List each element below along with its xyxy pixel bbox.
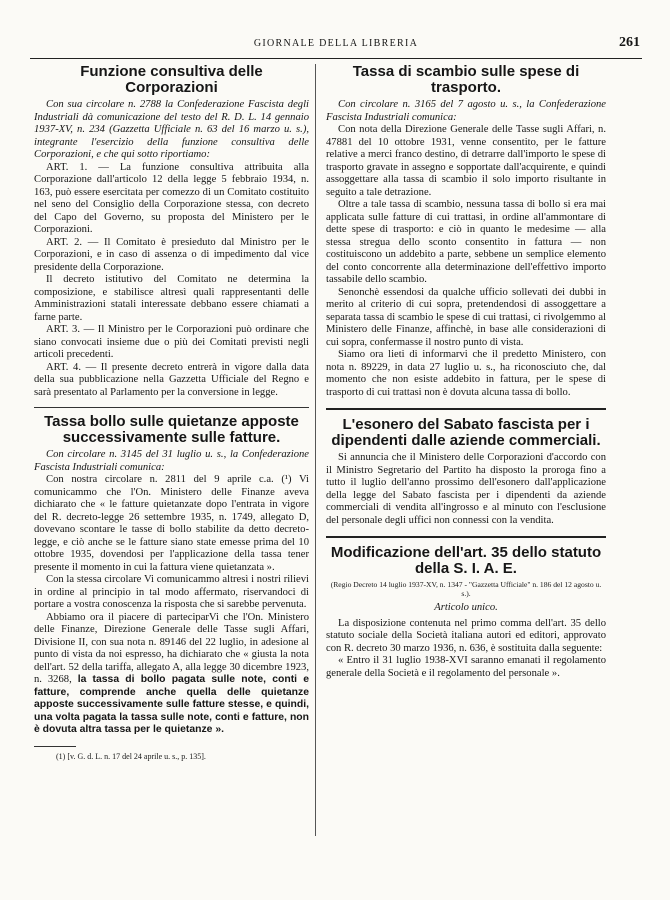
article-title-sabato-fascista: L'esonero del Sabato fascista per i dipendenti dalle aziende commerciali. — [331, 416, 601, 449]
paragraph-text: Abbiamo ora il piacere di parteciparVi che l'On. Ministero delle Finanze, Direzione Generale delle Tasse sugli Affari, Divisione II, con sua nota n. 89146 del 22 luglio, in adesione al punto di vista da noi espresso, ha dichiarato che « giusta la nota dell'art. 52 della tariffa, allegato A, alla legge 30 dicembre 1923, n. 3268, — [34, 611, 309, 685]
article-heading: Articolo unico. — [434, 602, 498, 613]
running-title: GIORNALE DELLA LIBRERIA — [253, 38, 419, 49]
article-subtitle: (Regio Decreto 14 luglio 1937-XV, n. 1347 - "Gazzetta Ufficiale" n. 186 del 12 agosto u. s.). — [330, 580, 602, 598]
paragraph: Siamo ora lieti di informarvi che il predetto Ministero, con nota n. 89229, in data 27 luglio u. s., ha riconosciuto che, dal momento che non esiste addebito in fattura, per le spese di trasporto di cui trattasi non è dovuta alcuna tassa di bollo. — [326, 349, 606, 398]
article-title-tassa-bollo: Tassa bollo sulle quietanze apposte successivamente sulle fatture. — [44, 413, 299, 446]
paragraph: Il decreto istitutivo del Comitato ne determina la composizione, e stabilisce altresì quali rappresentanti delle Amministrazioni statali interessate debbano essere chiamati a farne parte. — [34, 274, 309, 323]
footnote: (1) [v. G. d. L. n. 17 del 24 aprile u. s., p. 135]. — [56, 751, 206, 761]
paragraph: « Entro il 31 luglio 1938-XVI saranno emanati il regolamento generale della Società e il regolamento del personale ». — [326, 655, 606, 679]
right-column — [326, 64, 606, 680]
paragraph: ART. 4. — Il presente decreto entrerà in vigore dalla data della sua pubblicazione nella Gazzetta Ufficiale del Regno e sarà presentato al Parlamento per la conversione in legge. — [34, 361, 309, 398]
paragraph — [34, 612, 309, 737]
paragraph: ART. 2. — Il Comitato è presieduto dal Ministro per le Corporazioni, e in caso di assenza o di impedimento dal vice presidente della Corporazione. — [34, 236, 309, 273]
article-byline: Con circolare n. 3165 del 7 agosto u. s., la Confederazione Fascista Industriali comunica: — [326, 99, 606, 123]
article-byline: Con sua circolare n. 2788 la Confederazione Fascista degli Industriali dà comunicazione del testo del R. D. L. 14 gennaio 1937-XV, n. 234 (Gazzetta Ufficiale n. 63 del 16 marzo u. s.), integrante l'esercizio della funzione consultiva delle Corporazioni, e che qui sotto riportiamo: — [34, 99, 309, 160]
running-head — [30, 35, 642, 51]
footnote-rule — [34, 746, 76, 747]
page-number: 261 — [619, 35, 640, 50]
section-divider — [326, 408, 606, 410]
paragraph: Oltre a tale tassa di scambio, nessuna tassa di bollo si era mai applicata sulle fatture di cui trattasi, in ordine all'ammontare di dette spese di trasporto: e ciò in quanto le medesime — alla stessa stregua dello sconto consentito in fattura — non costituiscono un addebito a parte, sebbene un semplice elemento del conto concorrente alla determinazione dell'effettivo importo tassabile dello scambio. — [326, 199, 606, 285]
article-byline: Con circolare n. 3145 del 31 luglio u. s., la Confederazione Fascista Industriali comunica: — [34, 449, 309, 473]
header-rule — [30, 58, 642, 59]
paragraph: Con nostra circolare n. 2811 del 9 aprile c.a. (¹) Vi comunicammo che l'On. Ministero delle Finanze aveva dichiarato che « le fatture quietanzate dopo l'entrata in vigore del R. decreto-legge 26 settembre 1935, n. 1749, allegato D, dovevano scontare le tasse di bollo stabilite da detto decreto-legge, e ciò anche se le fatture siano state emesse prima del 10 ottobre 1935, dovendosi per l'applicazione della tassa tener presente il momento in cui la fattura viene quietanzata ». — [34, 474, 309, 573]
paragraph: Con la stessa circolare Vi comunicammo altresì i nostri rilievi in ordine al principio in tal modo affermato, riservandoci di portare a vostra conoscenza la risposta che si sarebbe pervenuta. — [34, 574, 309, 610]
article-title-siae: Modificazione dell'art. 35 dello statuto della S. I. A. E. — [330, 544, 602, 577]
section-divider — [34, 407, 309, 408]
section-divider — [326, 536, 606, 538]
paragraph: Senonchè essendosi da qualche ufficio sollevati dei dubbi in merito al criterio di cui sopra, pretendendosi di assoggettare a separata tassa di scambio le spese di cui trattasi, ci rivolgemmo al Ministero delle Finanze, affinchè, in base alle considerazioni di cui sopra, confermasse il nostro punto di vista. — [326, 286, 606, 348]
article-title-corporazioni: Funzione consultiva delle Corporazioni — [80, 63, 263, 96]
left-column — [34, 64, 309, 763]
paragraph: La disposizione contenuta nel primo comma dell'art. 35 dello statuto sociale della Società italiana autori ed editori, approvato con R. decreto 30 marzo 1936, n. 636, è sostituita dalla seguente: — [326, 617, 606, 654]
article-title-tassa-scambio: Tassa di scambio sulle spese di trasporto. — [352, 63, 580, 96]
paragraph: Con nota della Direzione Generale delle Tasse sugli Affari, n. 47881 del 10 ottobre 1931, venne consentito, per le fatture relative a merci franco destino, di detrarre dall'importo le spese di trasporto gravate in assegno e sopportate dall'acquirente, e quindi assoggettare alla tassa di scambio il solo importo risultante in seguito a tale detrazione. — [326, 124, 606, 198]
bold-statement: la tassa di bollo pagata sulle note, conti e fatture, comprende anche quella delle quietanze apposte successivamente sulle fatture stesse, e quindi, una volta pagata la tassa sulle note, conti e fatture, non è dovuta altra tassa per le quietanze ». — [34, 674, 309, 735]
paragraph: ART. 1. — La funzione consultiva attribuita alla Corporazione dall'articolo 12 della legge 5 febbraio 1934, n. 163, può essere esercitata per comezzo di un Comitato costituito nel seno del Consiglio della Corporazione stessa, con decreto del Capo del Governo, su proposta del Ministero per le Corporazioni. — [34, 161, 309, 235]
paragraph: ART. 3. — Il Ministro per le Corporazioni può ordinare che siano convocati insieme due o più dei Comitati previsti negli articoli precedenti. — [34, 324, 309, 360]
paragraph: Si annuncia che il Ministero delle Corporazioni d'accordo con il Ministro Segretario del Partito ha disposto la proroga fino a tutto il luglio dell'anno prossimo dell'esonero dall'applicazione della legge del Sabato fascista per i dipendenti da aziende commerciali di vendita all'ingrosso e al minuto con l'esclusione del personale degli uffici non connessi con la vendita. — [326, 452, 606, 526]
column-divider — [315, 64, 316, 836]
